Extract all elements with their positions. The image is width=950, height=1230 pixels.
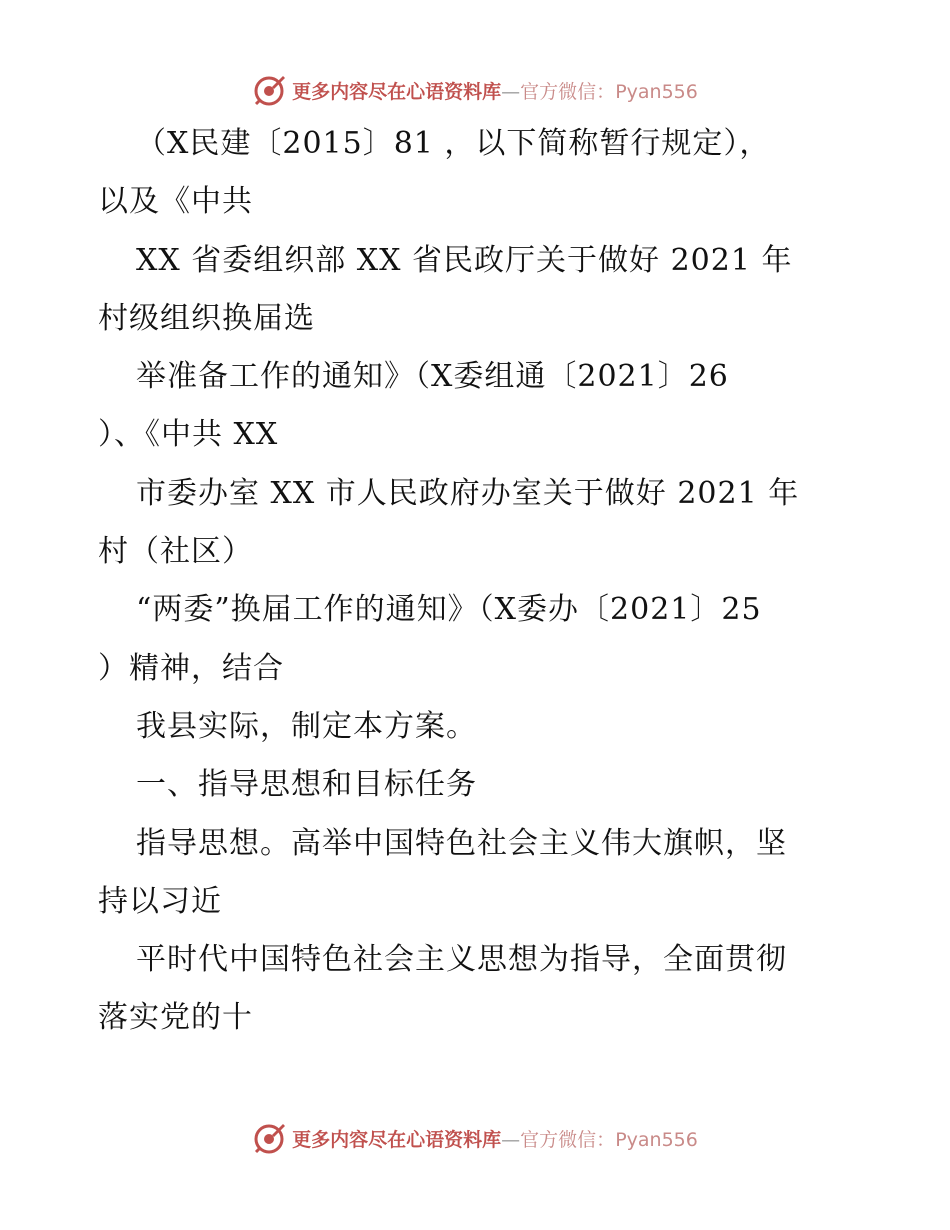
watermark-official-text: 官方微信： [520,1128,616,1151]
text-line: 落实党的十 [98,1000,253,1036]
section-heading: 一、指导思想和目标任务 [136,767,477,803]
text-line: 平时代中国特色社会主义思想为指导，全面贯彻 [136,942,787,978]
watermark-separator: — [501,1128,521,1151]
watermark-account: Pyan556 [615,80,698,103]
text-line: 村级组织换届选 [98,300,315,336]
text-line: ）精神，结合 [98,650,284,686]
quill-logo-icon [252,73,286,107]
watermark-account: Pyan556 [615,1128,698,1151]
watermark-main-text: 更多内容尽在心语资料库 [292,1128,502,1151]
text-line: 以及《中共 [98,184,253,220]
text-line: 村（社区） [98,534,253,570]
watermark-main-text: 更多内容尽在心语资料库 [292,80,502,103]
text-line: 举准备工作的通知》（X委组通〔2021〕26 [136,359,729,395]
text-line: （X民建〔2015〕81 ，以下简称暂行规定）， [136,126,771,161]
text-line: 持以习近 [98,883,222,919]
text-line: 我县实际，制定本方案。 [136,708,477,744]
watermark-official-text: 官方微信： [520,80,616,103]
text-line: ）、《中共 XX [98,417,279,453]
text-line: 市委办室 XX 市人民政府办室关于做好 2021 年 [136,475,800,511]
text-line: XX 省委组织部 XX 省民政厅关于做好 2021 年 [136,242,793,278]
footer-watermark [0,1118,950,1158]
watermark-separator: — [501,80,521,103]
document-body [98,124,858,1057]
text-line: “两委”换届工作的通知》（X委办〔2021〕25 [136,592,762,628]
header-watermark [0,70,950,110]
quill-logo-icon [252,1121,286,1155]
text-line: 指导思想。高举中国特色社会主义伟大旗帜，坚 [136,825,787,861]
